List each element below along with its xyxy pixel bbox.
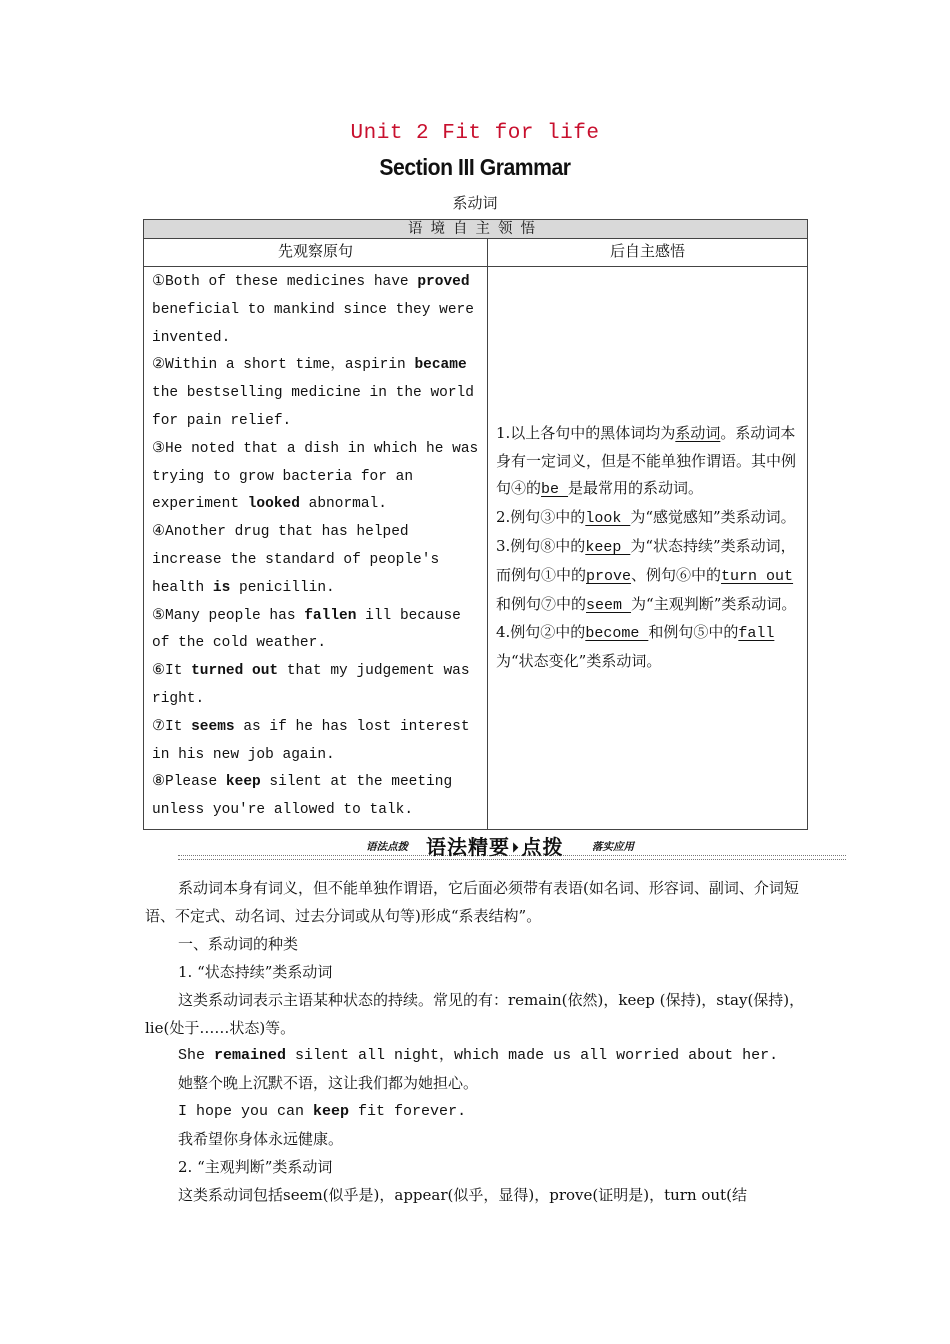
banner-left-label: 语法点拨 [366,841,408,853]
unit-title: Unit 2 Fit for life [350,122,600,145]
paragraph-subjective-judgement: 这类系动词包括seem(似乎是)，appear(似乎，显得)，prove(证明是)，turn out(结 [178,1185,747,1204]
column-header-observe: 先观察原句 [144,239,488,267]
example-remained: She remained silent all night，which made us all worried about her. [178,1047,779,1065]
grammar-body [145,875,820,1210]
table-band-heading: 语境自主领悟 [144,220,808,239]
example-sentence: ①Both of these medicines have proved beneficial to mankind since they were invented. [152,274,474,346]
intro-paragraph: 系动词本身有词义，但不能单独作谓语，它后面必须带有表语(如名词、形容词、副词、介词短语、不定式、动名词、过去分词或从句等)形成“系表结构”。 [145,879,799,925]
note-2: 2.例句③中的look 为“感觉感知”类系动词。 [496,508,796,528]
note-3: 3.例句⑧中的keep 为“状态持续”类系动词，而例句①中的prove、例句⑥中的turn out 和例句⑦中的seem 为“主观判断”类系动词。 [496,537,797,614]
example-keep: I hope you can keep fit forever. [178,1103,467,1121]
example-sentence: ⑧Please keep silent at the meeting unless you're allowed to talk. [152,774,453,819]
translation-1: 她整个晚上沉默不语，这让我们都为她担心。 [178,1074,479,1093]
topic-heading: 系动词 [452,194,498,212]
section-title: Section III Grammar [379,154,571,180]
example-sentence: ⑦It seems as if he has lost interest in his new job again. [152,718,470,763]
example-sentence: ③He noted that a dish in which he was trying to grow bacteria for an experiment looked abnormal. [152,440,479,513]
example-sentence: ⑥It turned out that my judgement was right. [152,663,470,707]
subheading-subjective-judgement: 2. “主观判断”类系动词 [178,1158,333,1177]
example-sentences [144,267,488,830]
banner-right-label: 落实应用 [592,841,634,853]
section-banner [178,830,846,860]
reflection-notes [488,267,808,830]
column-header-reflect: 后自主感悟 [488,239,808,267]
heading-types: 一、系动词的种类 [178,934,299,953]
example-sentence: ⑤Many people has fallen ill because of the cold weather. [152,607,461,652]
note-1: 1.以上各句中的黑体词均为系动词。系动词本身有一定词义，但是不能单独作谓语。其中例句④的be 是最常用的系动词。 [496,423,797,499]
translation-2: 我希望你身体永远健康。 [178,1130,344,1149]
subheading-state-continuation: 1. “状态持续”类系动词 [178,962,333,981]
grammar-table [143,219,808,830]
note-4: 4.例句②中的become 和例句⑤中的fall 为“状态变化”类系动词。 [496,623,775,671]
paragraph-state-continuation: 这类系动词表示主语某种状态的持续。常见的有：remain(依然)，keep (保持)，stay(保持)，lie(处于……状态)等。 [145,990,805,1037]
example-sentence: ②Within a short time，aspirin became the bestselling medicine in the world for pain relief. [152,357,474,429]
example-sentence: ④Another drug that has helped increase the standard of people's health is penicillin. [152,524,440,596]
banner-title: 语法精要 ⏵ 点拨 [426,835,564,859]
double-chevron-icon: ⏵ [512,841,520,856]
